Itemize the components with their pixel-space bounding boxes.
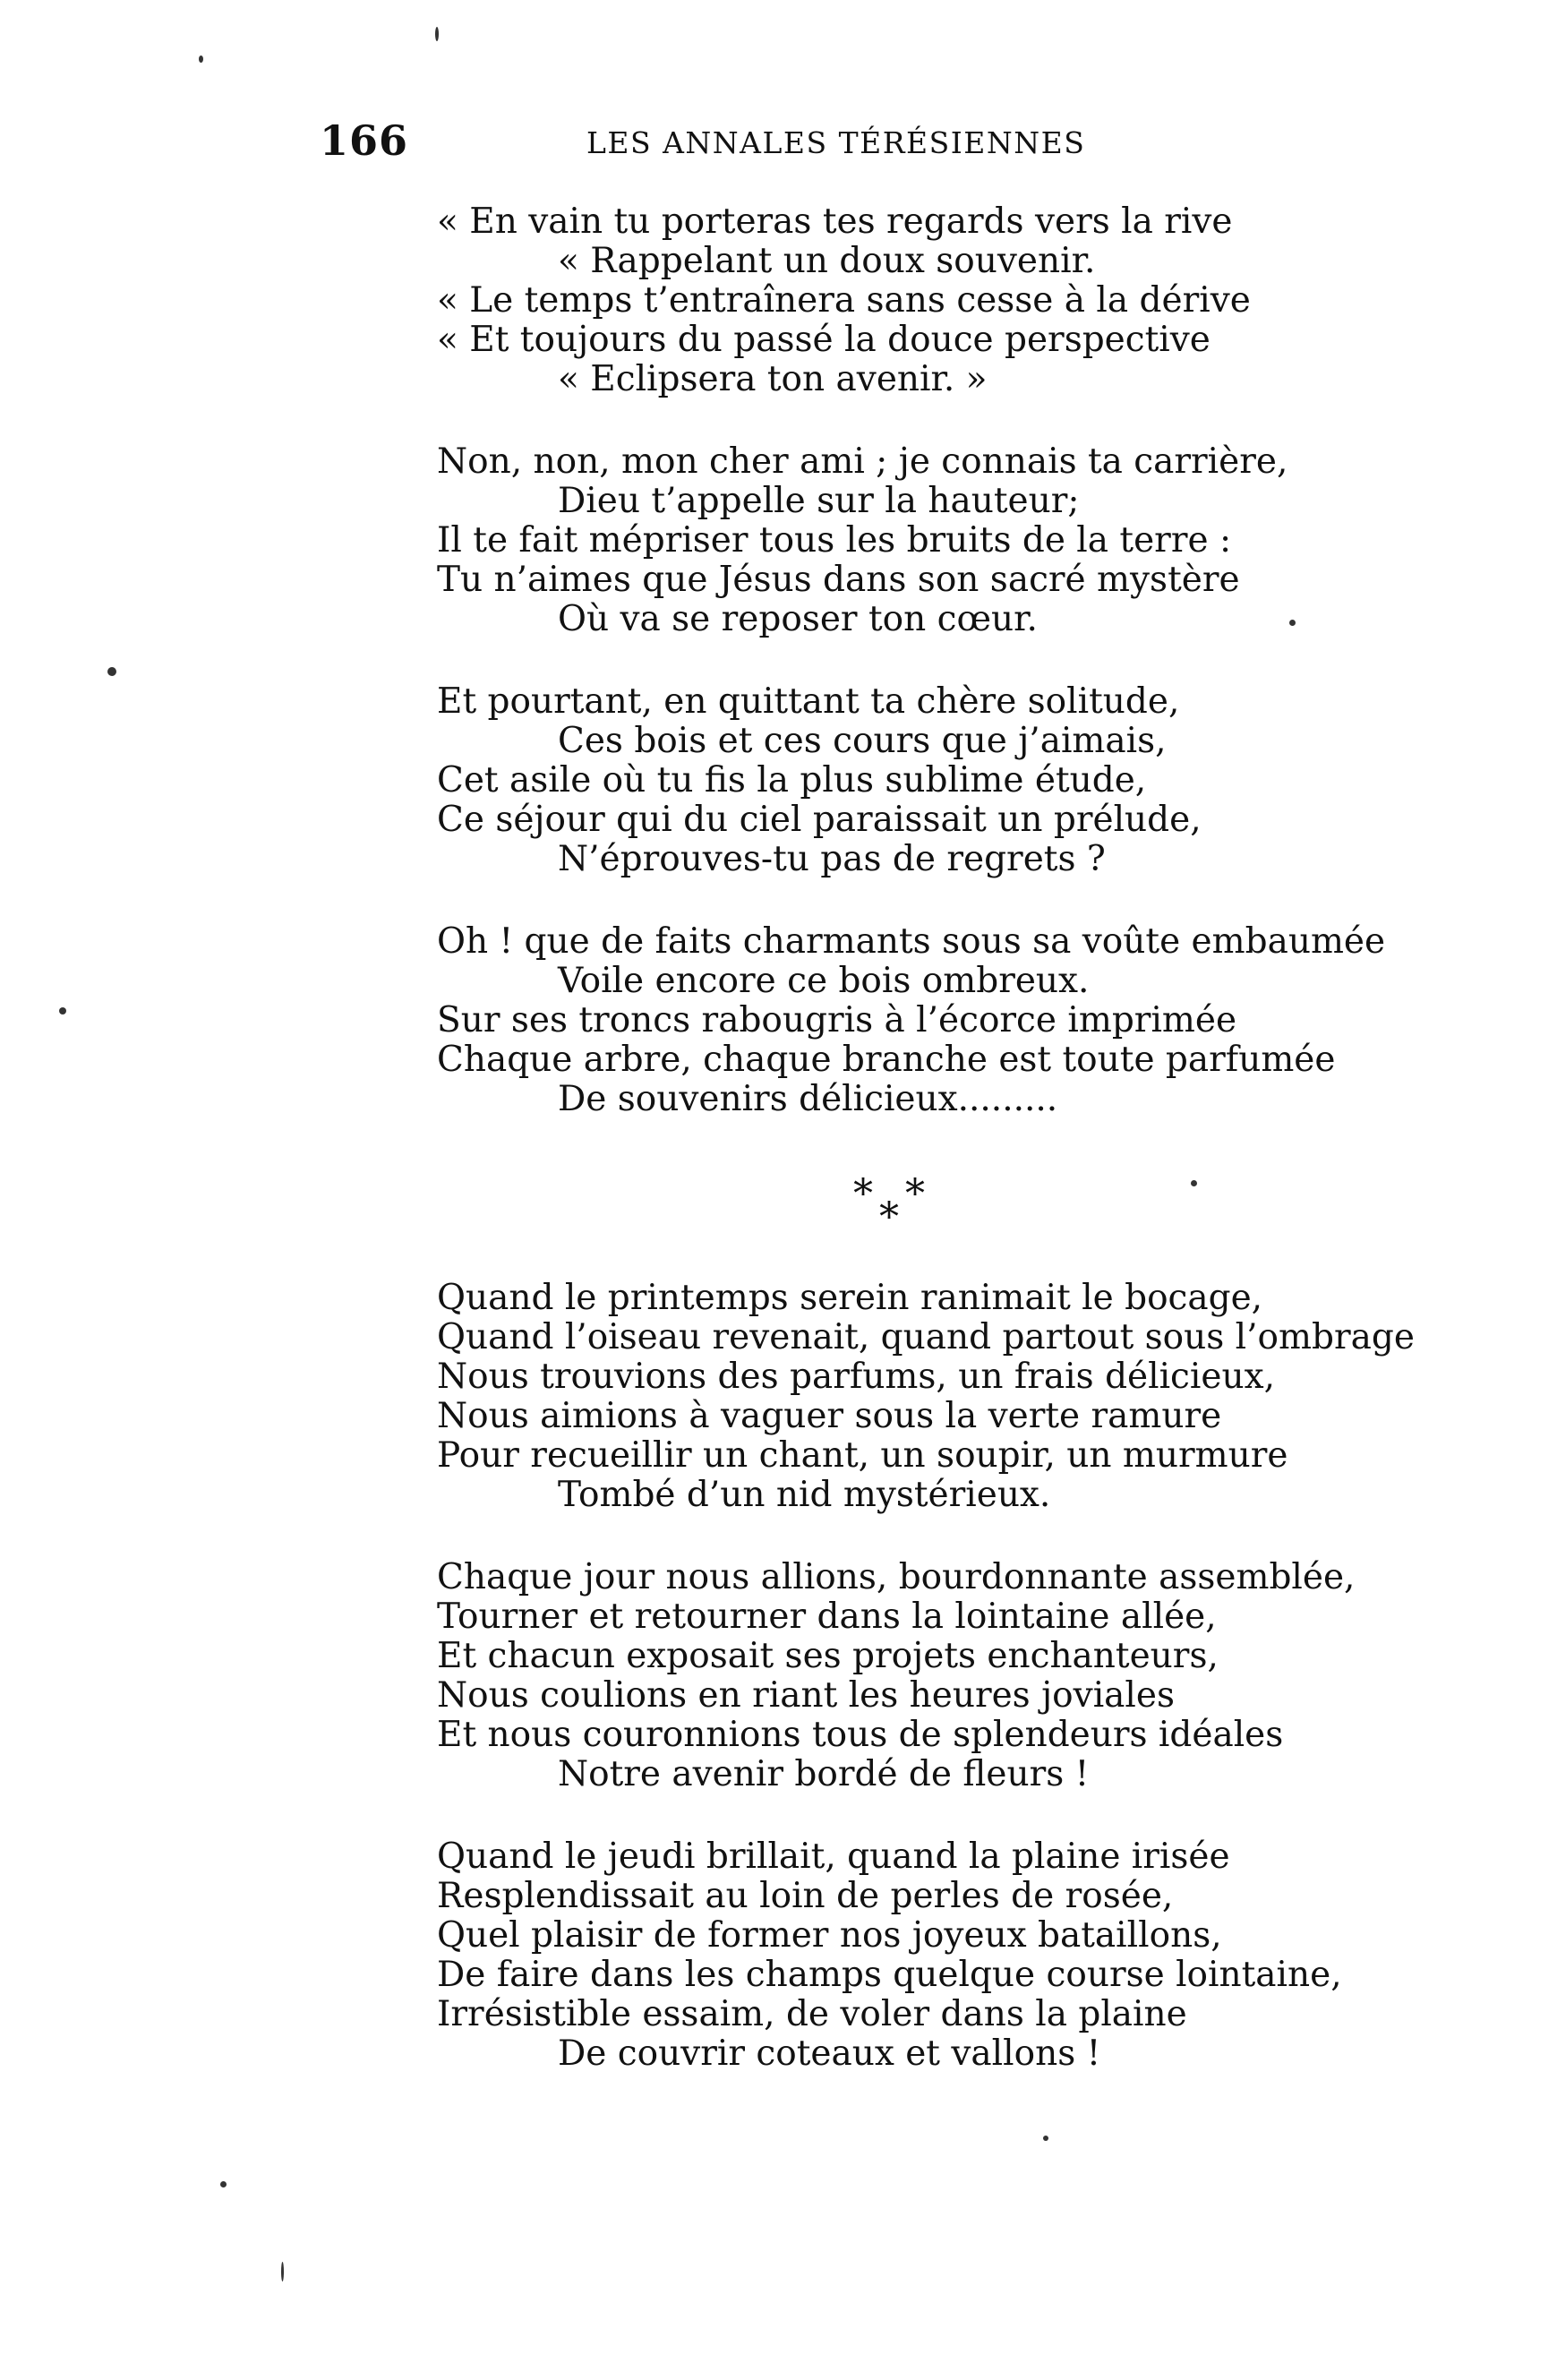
scan-speck	[107, 667, 116, 676]
verse-line: Tombé d’un nid mystérieux.	[558, 1475, 1051, 1515]
asterism-separator	[437, 1153, 1467, 1279]
scan-speck	[1289, 620, 1296, 626]
running-title: LES ANNALES TÉRÉSIENNES	[586, 125, 1086, 160]
verse-line: Notre avenir bordé de fleurs !	[558, 1754, 1090, 1794]
verse-line: Dieu t’appelle sur la hauteur;	[558, 481, 1080, 521]
stanza	[437, 922, 1467, 1119]
scan-speck	[1043, 2136, 1048, 2141]
verse-line: « Rappelant un doux souvenir.	[558, 241, 1096, 281]
asterisk: *	[879, 1194, 899, 1240]
verse-line: Cet asile où tu fis la plus sublime étude,	[437, 760, 1147, 800]
verse-line: Et pourtant, en quittant ta chère solitude,	[437, 681, 1180, 722]
poem-body	[437, 202, 1467, 2117]
verse-line: « Eclipsera ton avenir. »	[558, 359, 988, 399]
verse-line: Irrésistible essaim, de voler dans la plaine	[437, 1994, 1187, 2034]
verse-line: Chaque jour nous allions, bourdonnante assemblée,	[437, 1557, 1356, 1597]
verse-line: Quand l’oiseau revenait, quand partout sous l’ombrage	[437, 1317, 1415, 1357]
scan-speck	[220, 2181, 227, 2187]
stanza	[437, 1558, 1467, 1794]
verse-line: Quand le jeudi brillait, quand la plaine irisée	[437, 1836, 1230, 1877]
scan-speck	[199, 56, 203, 63]
verse-line: « Le temps t’entraînera sans cesse à la dérive	[437, 280, 1251, 321]
verse-line: Pour recueillir un chant, un soupir, un murmure	[437, 1435, 1288, 1476]
verse-line: Tu n’aimes que Jésus dans son sacré mystère	[437, 560, 1240, 600]
verse-line: Et nous couronnions tous de splendeurs idéales	[437, 1715, 1284, 1755]
verse-line: « En vain tu porteras tes regards vers la rive	[437, 201, 1233, 242]
verse-line: Il te fait mépriser tous les bruits de la terre :	[437, 520, 1232, 561]
verse-line: De souvenirs délicieux.........	[558, 1079, 1058, 1119]
verse-line: Ces bois et ces cours que j’aimais,	[558, 721, 1167, 761]
verse-line: Et chacun exposait ses projets enchanteurs,	[437, 1636, 1219, 1676]
asterisk: *	[853, 1171, 873, 1217]
stanza	[437, 1279, 1467, 1515]
verse-line: De couvrir coteaux et vallons !	[558, 2033, 1101, 2074]
verse-line: Voile encore ce bois ombreux.	[558, 961, 1090, 1001]
verse-line: Non, non, mon cher ami ; je connais ta carrière,	[437, 441, 1288, 482]
verse-line: Nous trouvions des parfums, un frais délicieux,	[437, 1357, 1275, 1397]
verse-line: N’éprouves-tu pas de regrets ?	[558, 839, 1106, 879]
verse-line: Resplendissait au loin de perles de rosée,	[437, 1876, 1174, 1916]
verse-line: Quel plaisir de former nos joyeux bataillons,	[437, 1915, 1222, 1956]
scan-speck	[435, 27, 439, 41]
scan-speck	[59, 1007, 66, 1014]
verse-line: Où va se reposer ton cœur.	[558, 599, 1038, 639]
asterisk: *	[905, 1171, 925, 1217]
scan-speck	[1191, 1180, 1197, 1186]
scan-speck	[281, 2262, 284, 2282]
verse-line: Quand le printemps serein ranimait le bocage,	[437, 1278, 1263, 1318]
verse-line: Sur ses troncs rabougris à l’écorce imprimée	[437, 1000, 1237, 1040]
page-number: 166	[320, 116, 409, 165]
verse-line: De faire dans les champs quelque course lointaine,	[437, 1955, 1342, 1995]
verse-line: Nous coulions en riant les heures joviales	[437, 1675, 1175, 1716]
verse-line: Tourner et retourner dans la lointaine allée,	[437, 1597, 1217, 1637]
verse-line: « Et toujours du passé la douce perspective	[437, 320, 1211, 360]
verse-line: Ce séjour qui du ciel paraissait un prélude,	[437, 800, 1202, 840]
verse-line: Chaque arbre, chaque branche est toute parfumée	[437, 1040, 1336, 1080]
stanza	[437, 202, 1467, 399]
verse-line: Nous aimions à vaguer sous la verte ramure	[437, 1396, 1222, 1436]
stanza	[437, 442, 1467, 639]
verse-line: Oh ! que de faits charmants sous sa voûte embaumée	[437, 921, 1386, 962]
stanza	[437, 1837, 1467, 2074]
stanza	[437, 682, 1467, 879]
